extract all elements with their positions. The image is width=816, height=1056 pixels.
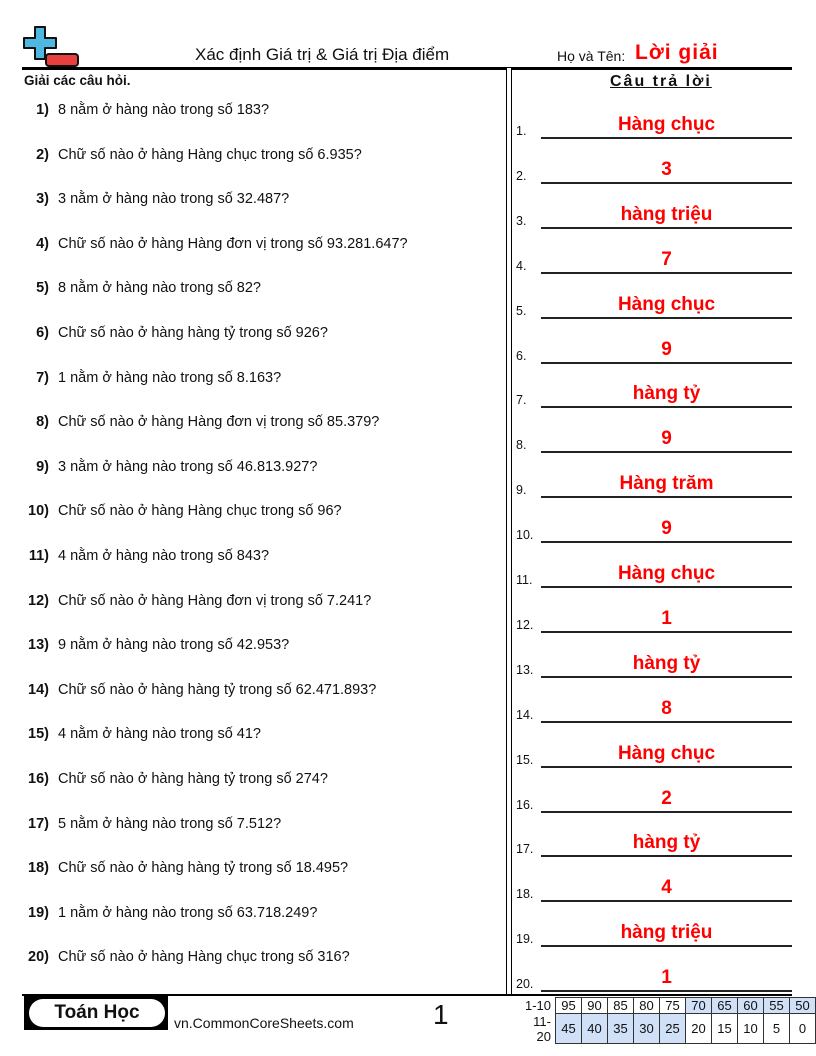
- answer-line: [541, 721, 792, 723]
- answer-value: Hàng trăm: [619, 473, 714, 495]
- answer-number: 16.: [516, 797, 534, 812]
- header-rule: [22, 67, 792, 70]
- score-cell: 40: [582, 1014, 608, 1044]
- score-cell: 0: [790, 1014, 816, 1044]
- answer-line: [541, 990, 792, 992]
- question-text: Chữ số nào ở hàng Hàng chục trong số 6.935?: [58, 146, 362, 163]
- answer-value: Hàng chục: [617, 293, 716, 315]
- question-number: 14): [28, 681, 49, 698]
- answer-number: 6.: [516, 348, 527, 363]
- question-number: 20): [28, 949, 49, 966]
- answer-number: 2.: [516, 168, 527, 183]
- question-number: 4): [36, 235, 49, 252]
- answer-line: [541, 317, 792, 319]
- score-cell: 50: [790, 998, 816, 1014]
- score-cell: 10: [738, 1014, 764, 1044]
- answer-line: [541, 676, 792, 678]
- answer-number: 14.: [516, 707, 534, 722]
- question-text: Chữ số nào ở hàng hàng tỷ trong số 18.495?: [58, 860, 349, 877]
- answer-value: hàng tỷ: [632, 832, 701, 854]
- score-cell: 20: [686, 1014, 712, 1044]
- answer-value: 1: [661, 607, 672, 629]
- score-table: [520, 997, 816, 1044]
- question-text: 4 nằm ở hàng nào trong số 843?: [58, 548, 270, 564]
- score-row-label: 1-10: [524, 998, 551, 1013]
- answer-line: [541, 586, 792, 588]
- answer-line: [541, 631, 792, 633]
- answer-number: 18.: [516, 887, 534, 902]
- question-item: [0, 503, 342, 519]
- score-row-label: 11-20: [533, 1013, 551, 1044]
- question-number: 13): [28, 637, 49, 654]
- question-item: [0, 102, 269, 118]
- question-text: 9 nằm ở hàng nào trong số 42.953?: [58, 637, 290, 654]
- question-number: 7): [36, 369, 49, 386]
- question-item: [0, 147, 362, 163]
- answer-line: [541, 811, 792, 813]
- question-item: [0, 637, 289, 653]
- question-number: 12): [28, 592, 49, 609]
- question-item: [0, 325, 328, 341]
- question-text: 3 nằm ở hàng nào trong số 32.487?: [58, 191, 290, 208]
- answer-value: hàng triệu: [620, 922, 713, 944]
- answer-line: [541, 496, 792, 498]
- question-number: 15): [28, 726, 49, 743]
- answer-value: hàng tỷ: [632, 652, 701, 674]
- question-text: Chữ số nào ở hàng Hàng chục trong số 316?: [58, 949, 350, 966]
- instructions: Giải các câu hỏi.: [24, 73, 131, 88]
- question-text: 1 nằm ở hàng nào trong số 63.718.249?: [58, 904, 318, 921]
- question-text: Chữ số nào ở hàng hàng tỷ trong số 926?: [58, 325, 328, 341]
- answer-value: 4: [661, 877, 672, 899]
- score-cell: 70: [686, 998, 712, 1014]
- question-item: [0, 191, 289, 207]
- question-number: 1): [36, 102, 49, 118]
- answer-number: 4.: [516, 258, 527, 273]
- name-value: Lời giải: [635, 41, 719, 64]
- score-cell: 85: [608, 998, 634, 1014]
- answer-value: 9: [661, 518, 672, 540]
- question-item: [0, 593, 371, 609]
- answer-value: 9: [661, 428, 672, 450]
- score-cell: 80: [634, 998, 660, 1014]
- question-item: [0, 280, 261, 296]
- answer-number: 12.: [516, 617, 534, 632]
- answer-number: 20.: [516, 977, 534, 992]
- column-divider: [506, 68, 512, 995]
- question-item: [0, 905, 317, 921]
- question-item: [0, 414, 379, 430]
- answer-number: 15.: [516, 752, 534, 767]
- brand-label: Toán Học: [29, 999, 165, 1027]
- answer-number: 9.: [516, 483, 527, 498]
- answer-number: 10.: [516, 528, 534, 543]
- question-text: Chữ số nào ở hàng hàng tỷ trong số 62.471.893?: [58, 681, 377, 698]
- answer-line: [541, 227, 792, 229]
- worksheet-title: Xác định Giá trị & Giá trị Địa điểm: [195, 45, 450, 64]
- page-number: 1: [433, 999, 449, 1030]
- question-item: [0, 726, 261, 742]
- answer-line: [541, 362, 792, 364]
- answer-value: hàng triệu: [620, 203, 713, 225]
- score-cell: 75: [660, 998, 686, 1014]
- answer-line: [541, 182, 792, 184]
- score-cell: 35: [608, 1014, 634, 1044]
- answer-number: 19.: [516, 932, 534, 947]
- question-number: 19): [28, 904, 49, 921]
- answer-number: 3.: [516, 213, 527, 228]
- question-item: [0, 548, 269, 564]
- score-cell: 5: [764, 1014, 790, 1044]
- answer-value: Hàng chục: [617, 114, 716, 135]
- question-item: [0, 771, 328, 787]
- score-row: [520, 1014, 816, 1044]
- answers-header: Câu trả lời: [610, 73, 712, 90]
- question-item: [0, 370, 281, 386]
- site-link[interactable]: vn.CommonCoreSheets.com: [174, 1015, 354, 1031]
- score-cell: 90: [582, 998, 608, 1014]
- question-text: Chữ số nào ở hàng Hàng đơn vị trong số 7.241?: [58, 592, 372, 609]
- question-number: 3): [36, 191, 49, 208]
- question-text: Chữ số nào ở hàng Hàng chục trong số 96?: [58, 503, 342, 520]
- question-text: 5 nằm ở hàng nào trong số 7.512?: [58, 815, 282, 832]
- question-text: 8 nằm ở hàng nào trong số 183?: [58, 102, 270, 118]
- answer-line: [541, 137, 792, 139]
- answer-number: 11.: [516, 573, 533, 587]
- answer-value: 8: [661, 697, 672, 719]
- answer-number: 7.: [516, 393, 527, 408]
- question-item: [0, 459, 317, 475]
- answer-line: [541, 451, 792, 453]
- question-item: [0, 816, 281, 832]
- question-number: 18): [28, 860, 49, 877]
- question-text: 4 nằm ở hàng nào trong số 41?: [58, 726, 261, 743]
- answer-line: [541, 945, 792, 947]
- question-number: 10): [28, 503, 49, 520]
- score-cell: 55: [764, 998, 790, 1014]
- answer-number: 13.: [516, 662, 534, 677]
- answer-value: 9: [661, 338, 672, 360]
- score-cell: 45: [556, 1014, 582, 1044]
- question-text: Chữ số nào ở hàng Hàng đơn vị trong số 93.281.647?: [58, 235, 408, 252]
- answer-number: 8.: [516, 438, 527, 453]
- question-number: 8): [36, 414, 49, 431]
- score-cell: 60: [738, 998, 764, 1014]
- answer-value: 7: [661, 248, 672, 270]
- score-cell: 65: [712, 998, 738, 1014]
- answer-value: Hàng chục: [617, 742, 716, 764]
- name-label: Họ và Tên:: [557, 48, 626, 64]
- answer-line: [541, 541, 792, 543]
- question-number: 5): [36, 280, 49, 297]
- answer-value: Hàng chục: [617, 563, 716, 584]
- question-text: 3 nằm ở hàng nào trong số 46.813.927?: [58, 458, 318, 475]
- question-number: 17): [28, 815, 49, 832]
- answer-value: 1: [661, 967, 672, 989]
- score-cell: 30: [634, 1014, 660, 1044]
- question-number: 2): [36, 146, 49, 163]
- question-item: [0, 949, 350, 965]
- question-item: [0, 236, 408, 252]
- answer-line: [541, 766, 792, 768]
- answer-number: 1.: [516, 124, 527, 138]
- question-number: 6): [36, 325, 49, 341]
- question-item: [0, 860, 348, 876]
- question-number: 16): [28, 771, 49, 787]
- score-row: [520, 998, 816, 1014]
- answer-value: hàng tỷ: [632, 383, 701, 405]
- answer-line: [541, 272, 792, 274]
- answer-number: 5.: [516, 303, 527, 318]
- question-number: 11): [28, 548, 49, 564]
- question-text: 1 nằm ở hàng nào trong số 8.163?: [58, 369, 282, 386]
- score-cell: 95: [556, 998, 582, 1014]
- answer-number: 17.: [516, 842, 534, 857]
- answer-line: [541, 900, 792, 902]
- answer-line: [541, 406, 792, 408]
- question-item: [0, 682, 376, 698]
- question-number: 9): [36, 458, 49, 475]
- answer-line: [541, 855, 792, 857]
- question-text: Chữ số nào ở hàng hàng tỷ trong số 274?: [58, 771, 328, 787]
- question-text: 8 nằm ở hàng nào trong số 82?: [58, 280, 261, 297]
- answer-value: 3: [661, 158, 672, 180]
- score-cell: 15: [712, 1014, 738, 1044]
- question-text: Chữ số nào ở hàng Hàng đơn vị trong số 85.379?: [58, 414, 380, 431]
- answer-value: 2: [661, 787, 672, 809]
- score-cell: 25: [660, 1014, 686, 1044]
- plus-minus-logo-icon: [22, 25, 80, 69]
